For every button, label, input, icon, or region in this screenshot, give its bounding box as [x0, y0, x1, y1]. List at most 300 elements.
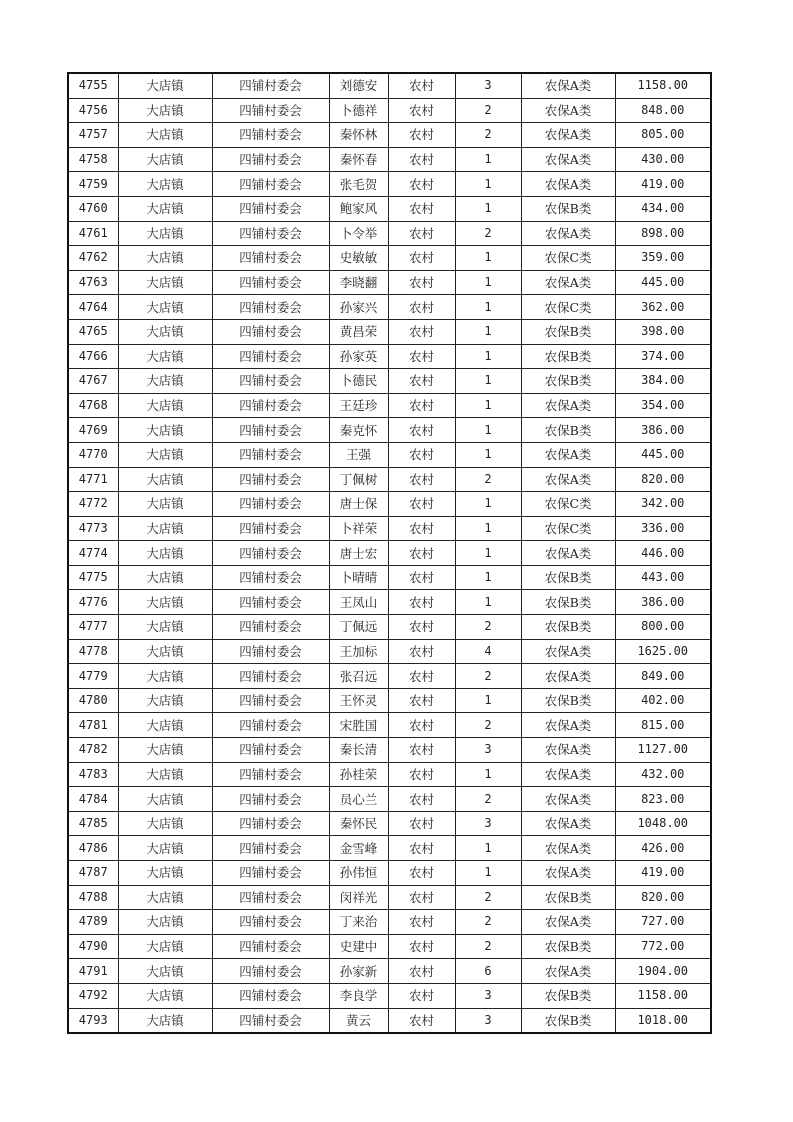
cell-members: 1	[455, 319, 521, 344]
cell-town: 大店镇	[118, 172, 212, 197]
cell-type: 农村	[388, 738, 455, 763]
table-row	[68, 295, 711, 320]
cell-type: 农村	[388, 787, 455, 812]
cell-town: 大店镇	[118, 418, 212, 443]
cell-type: 农村	[388, 934, 455, 959]
table-row	[68, 270, 711, 295]
cell-name: 王加标	[329, 639, 388, 664]
cell-category: 农保C类	[521, 492, 615, 517]
cell-town: 大店镇	[118, 959, 212, 984]
cell-name: 卜德祥	[329, 98, 388, 123]
cell-members: 1	[455, 492, 521, 517]
cell-members: 2	[455, 467, 521, 492]
cell-id: 4766	[68, 344, 118, 369]
cell-category: 农保A类	[521, 541, 615, 566]
cell-village: 四铺村委会	[212, 590, 329, 615]
cell-id: 4761	[68, 221, 118, 246]
cell-id: 4768	[68, 393, 118, 418]
table-row	[68, 541, 711, 566]
cell-town: 大店镇	[118, 861, 212, 886]
cell-amount: 445.00	[615, 442, 711, 467]
cell-amount: 443.00	[615, 565, 711, 590]
cell-village: 四铺村委会	[212, 934, 329, 959]
cell-category: 农保A类	[521, 910, 615, 935]
cell-name: 张召远	[329, 664, 388, 689]
cell-village: 四铺村委会	[212, 738, 329, 763]
cell-name: 孙伟恒	[329, 861, 388, 886]
cell-category: 农保B类	[521, 934, 615, 959]
cell-category: 农保A类	[521, 147, 615, 172]
cell-type: 农村	[388, 467, 455, 492]
cell-amount: 445.00	[615, 270, 711, 295]
cell-members: 3	[455, 811, 521, 836]
cell-id: 4787	[68, 861, 118, 886]
cell-members: 2	[455, 615, 521, 640]
cell-category: 农保A类	[521, 664, 615, 689]
cell-type: 农村	[388, 221, 455, 246]
table-row	[68, 319, 711, 344]
table-row	[68, 196, 711, 221]
cell-village: 四铺村委会	[212, 369, 329, 394]
cell-town: 大店镇	[118, 713, 212, 738]
table-row	[68, 1008, 711, 1033]
cell-type: 农村	[388, 295, 455, 320]
cell-name: 史建中	[329, 934, 388, 959]
cell-amount: 849.00	[615, 664, 711, 689]
table-row	[68, 467, 711, 492]
cell-town: 大店镇	[118, 983, 212, 1008]
cell-village: 四铺村委会	[212, 885, 329, 910]
cell-id: 4779	[68, 664, 118, 689]
cell-members: 2	[455, 885, 521, 910]
cell-type: 农村	[388, 713, 455, 738]
cell-id: 4785	[68, 811, 118, 836]
table-row	[68, 98, 711, 123]
cell-village: 四铺村委会	[212, 344, 329, 369]
cell-name: 王强	[329, 442, 388, 467]
cell-type: 农村	[388, 762, 455, 787]
cell-members: 1	[455, 861, 521, 886]
cell-category: 农保B类	[521, 196, 615, 221]
cell-members: 1	[455, 590, 521, 615]
cell-members: 2	[455, 123, 521, 148]
cell-id: 4772	[68, 492, 118, 517]
cell-amount: 1127.00	[615, 738, 711, 763]
cell-town: 大店镇	[118, 590, 212, 615]
cell-town: 大店镇	[118, 319, 212, 344]
cell-amount: 1018.00	[615, 1008, 711, 1033]
cell-name: 孙家新	[329, 959, 388, 984]
table-row	[68, 565, 711, 590]
cell-amount: 354.00	[615, 393, 711, 418]
cell-name: 史敏敏	[329, 246, 388, 271]
cell-id: 4775	[68, 565, 118, 590]
cell-id: 4780	[68, 688, 118, 713]
cell-members: 2	[455, 221, 521, 246]
cell-town: 大店镇	[118, 147, 212, 172]
cell-name: 秦怀林	[329, 123, 388, 148]
cell-members: 1	[455, 270, 521, 295]
cell-category: 农保A类	[521, 738, 615, 763]
cell-members: 1	[455, 541, 521, 566]
cell-name: 秦怀民	[329, 811, 388, 836]
cell-category: 农保A类	[521, 123, 615, 148]
cell-type: 农村	[388, 565, 455, 590]
cell-id: 4784	[68, 787, 118, 812]
cell-name: 刘德安	[329, 73, 388, 98]
table-row	[68, 861, 711, 886]
cell-members: 1	[455, 369, 521, 394]
cell-name: 黄昌荣	[329, 319, 388, 344]
cell-members: 1	[455, 418, 521, 443]
cell-village: 四铺村委会	[212, 983, 329, 1008]
table-body	[68, 73, 711, 1033]
cell-amount: 359.00	[615, 246, 711, 271]
cell-type: 农村	[388, 344, 455, 369]
cell-type: 农村	[388, 73, 455, 98]
cell-id: 4782	[68, 738, 118, 763]
cell-category: 农保B类	[521, 344, 615, 369]
cell-name: 丁来治	[329, 910, 388, 935]
cell-category: 农保A类	[521, 811, 615, 836]
cell-name: 孙桂荣	[329, 762, 388, 787]
cell-village: 四铺村委会	[212, 664, 329, 689]
cell-town: 大店镇	[118, 467, 212, 492]
table-row	[68, 221, 711, 246]
cell-type: 农村	[388, 1008, 455, 1033]
cell-members: 1	[455, 172, 521, 197]
cell-village: 四铺村委会	[212, 319, 329, 344]
cell-id: 4770	[68, 442, 118, 467]
cell-category: 农保A类	[521, 172, 615, 197]
cell-village: 四铺村委会	[212, 639, 329, 664]
cell-type: 农村	[388, 590, 455, 615]
cell-category: 农保C类	[521, 246, 615, 271]
cell-members: 1	[455, 295, 521, 320]
cell-village: 四铺村委会	[212, 688, 329, 713]
cell-village: 四铺村委会	[212, 246, 329, 271]
table-row	[68, 934, 711, 959]
cell-type: 农村	[388, 172, 455, 197]
cell-name: 王凤山	[329, 590, 388, 615]
cell-type: 农村	[388, 393, 455, 418]
table-row	[68, 246, 711, 271]
cell-village: 四铺村委会	[212, 172, 329, 197]
cell-town: 大店镇	[118, 492, 212, 517]
cell-category: 农保A类	[521, 98, 615, 123]
cell-members: 1	[455, 344, 521, 369]
cell-village: 四铺村委会	[212, 270, 329, 295]
cell-id: 4778	[68, 639, 118, 664]
table-row	[68, 787, 711, 812]
cell-village: 四铺村委会	[212, 295, 329, 320]
cell-category: 农保A类	[521, 467, 615, 492]
cell-category: 农保A类	[521, 787, 615, 812]
cell-id: 4759	[68, 172, 118, 197]
table-row	[68, 492, 711, 517]
cell-village: 四铺村委会	[212, 516, 329, 541]
cell-type: 农村	[388, 836, 455, 861]
cell-category: 农保A类	[521, 639, 615, 664]
table-row	[68, 910, 711, 935]
cell-type: 农村	[388, 270, 455, 295]
cell-id: 4783	[68, 762, 118, 787]
cell-village: 四铺村委会	[212, 393, 329, 418]
cell-town: 大店镇	[118, 393, 212, 418]
cell-members: 1	[455, 762, 521, 787]
cell-category: 农保A类	[521, 73, 615, 98]
table-row	[68, 664, 711, 689]
cell-id: 4757	[68, 123, 118, 148]
cell-name: 宋胜国	[329, 713, 388, 738]
table-row	[68, 713, 711, 738]
cell-members: 3	[455, 73, 521, 98]
cell-members: 3	[455, 738, 521, 763]
cell-type: 农村	[388, 885, 455, 910]
table-row	[68, 147, 711, 172]
cell-town: 大店镇	[118, 541, 212, 566]
cell-town: 大店镇	[118, 565, 212, 590]
cell-type: 农村	[388, 541, 455, 566]
cell-category: 农保A类	[521, 713, 615, 738]
cell-members: 1	[455, 196, 521, 221]
table-row	[68, 811, 711, 836]
cell-id: 4756	[68, 98, 118, 123]
cell-village: 四铺村委会	[212, 492, 329, 517]
cell-village: 四铺村委会	[212, 910, 329, 935]
cell-id: 4792	[68, 983, 118, 1008]
cell-name: 卜令举	[329, 221, 388, 246]
cell-category: 农保C类	[521, 295, 615, 320]
cell-type: 农村	[388, 516, 455, 541]
cell-members: 1	[455, 836, 521, 861]
beneficiary-table	[67, 72, 712, 1034]
table-row	[68, 369, 711, 394]
cell-members: 2	[455, 713, 521, 738]
cell-id: 4755	[68, 73, 118, 98]
cell-id: 4777	[68, 615, 118, 640]
cell-amount: 727.00	[615, 910, 711, 935]
cell-village: 四铺村委会	[212, 418, 329, 443]
cell-name: 员心兰	[329, 787, 388, 812]
cell-amount: 386.00	[615, 418, 711, 443]
cell-name: 丁佩树	[329, 467, 388, 492]
cell-id: 4764	[68, 295, 118, 320]
cell-id: 4760	[68, 196, 118, 221]
cell-type: 农村	[388, 98, 455, 123]
cell-amount: 402.00	[615, 688, 711, 713]
cell-town: 大店镇	[118, 664, 212, 689]
cell-town: 大店镇	[118, 639, 212, 664]
cell-village: 四铺村委会	[212, 73, 329, 98]
table-row	[68, 73, 711, 98]
cell-members: 1	[455, 565, 521, 590]
cell-type: 农村	[388, 147, 455, 172]
cell-town: 大店镇	[118, 98, 212, 123]
cell-id: 4781	[68, 713, 118, 738]
cell-members: 4	[455, 639, 521, 664]
cell-members: 1	[455, 393, 521, 418]
cell-name: 闵祥光	[329, 885, 388, 910]
cell-category: 农保B类	[521, 418, 615, 443]
cell-village: 四铺村委会	[212, 762, 329, 787]
cell-type: 农村	[388, 196, 455, 221]
cell-town: 大店镇	[118, 688, 212, 713]
cell-id: 4788	[68, 885, 118, 910]
cell-amount: 432.00	[615, 762, 711, 787]
cell-village: 四铺村委会	[212, 787, 329, 812]
cell-members: 1	[455, 442, 521, 467]
cell-type: 农村	[388, 615, 455, 640]
cell-type: 农村	[388, 492, 455, 517]
cell-town: 大店镇	[118, 738, 212, 763]
cell-type: 农村	[388, 910, 455, 935]
cell-amount: 820.00	[615, 885, 711, 910]
cell-category: 农保A类	[521, 959, 615, 984]
cell-amount: 815.00	[615, 713, 711, 738]
table-row	[68, 983, 711, 1008]
cell-town: 大店镇	[118, 836, 212, 861]
cell-id: 4771	[68, 467, 118, 492]
cell-id: 4789	[68, 910, 118, 935]
table-row	[68, 172, 711, 197]
cell-amount: 820.00	[615, 467, 711, 492]
table-row	[68, 516, 711, 541]
cell-village: 四铺村委会	[212, 98, 329, 123]
cell-category: 农保B类	[521, 688, 615, 713]
cell-members: 3	[455, 983, 521, 1008]
cell-amount: 848.00	[615, 98, 711, 123]
cell-village: 四铺村委会	[212, 467, 329, 492]
cell-id: 4793	[68, 1008, 118, 1033]
cell-type: 农村	[388, 959, 455, 984]
cell-amount: 1625.00	[615, 639, 711, 664]
cell-category: 农保B类	[521, 983, 615, 1008]
cell-category: 农保A类	[521, 270, 615, 295]
cell-amount: 336.00	[615, 516, 711, 541]
cell-type: 农村	[388, 369, 455, 394]
table-row	[68, 738, 711, 763]
cell-type: 农村	[388, 442, 455, 467]
cell-type: 农村	[388, 861, 455, 886]
cell-village: 四铺村委会	[212, 1008, 329, 1033]
cell-town: 大店镇	[118, 442, 212, 467]
cell-members: 1	[455, 246, 521, 271]
cell-id: 4776	[68, 590, 118, 615]
cell-members: 1	[455, 147, 521, 172]
cell-town: 大店镇	[118, 369, 212, 394]
cell-name: 孙家兴	[329, 295, 388, 320]
cell-id: 4762	[68, 246, 118, 271]
cell-village: 四铺村委会	[212, 123, 329, 148]
cell-amount: 419.00	[615, 861, 711, 886]
cell-village: 四铺村委会	[212, 615, 329, 640]
cell-village: 四铺村委会	[212, 565, 329, 590]
table-row	[68, 639, 711, 664]
cell-amount: 374.00	[615, 344, 711, 369]
cell-name: 秦长清	[329, 738, 388, 763]
cell-town: 大店镇	[118, 615, 212, 640]
cell-name: 孙家英	[329, 344, 388, 369]
cell-type: 农村	[388, 123, 455, 148]
cell-category: 农保B类	[521, 885, 615, 910]
table-row	[68, 615, 711, 640]
cell-id: 4791	[68, 959, 118, 984]
cell-village: 四铺村委会	[212, 959, 329, 984]
table-row	[68, 393, 711, 418]
cell-village: 四铺村委会	[212, 811, 329, 836]
cell-category: 农保B类	[521, 1008, 615, 1033]
cell-category: 农保B类	[521, 615, 615, 640]
cell-members: 2	[455, 98, 521, 123]
cell-id: 4763	[68, 270, 118, 295]
cell-type: 农村	[388, 688, 455, 713]
cell-name: 卜德民	[329, 369, 388, 394]
cell-village: 四铺村委会	[212, 442, 329, 467]
cell-members: 3	[455, 1008, 521, 1033]
cell-town: 大店镇	[118, 196, 212, 221]
cell-village: 四铺村委会	[212, 713, 329, 738]
table-row	[68, 590, 711, 615]
cell-amount: 430.00	[615, 147, 711, 172]
cell-village: 四铺村委会	[212, 147, 329, 172]
cell-town: 大店镇	[118, 295, 212, 320]
cell-amount: 800.00	[615, 615, 711, 640]
cell-id: 4774	[68, 541, 118, 566]
cell-name: 卜祥荣	[329, 516, 388, 541]
cell-id: 4758	[68, 147, 118, 172]
cell-type: 农村	[388, 418, 455, 443]
cell-category: 农保A类	[521, 442, 615, 467]
cell-name: 秦怀春	[329, 147, 388, 172]
table-row	[68, 418, 711, 443]
cell-id: 4786	[68, 836, 118, 861]
cell-amount: 805.00	[615, 123, 711, 148]
cell-id: 4769	[68, 418, 118, 443]
cell-category: 农保B类	[521, 565, 615, 590]
cell-category: 农保A类	[521, 762, 615, 787]
cell-town: 大店镇	[118, 934, 212, 959]
table-row	[68, 442, 711, 467]
table-row	[68, 688, 711, 713]
cell-name: 秦克怀	[329, 418, 388, 443]
table-row	[68, 836, 711, 861]
cell-town: 大店镇	[118, 1008, 212, 1033]
cell-id: 4773	[68, 516, 118, 541]
cell-amount: 398.00	[615, 319, 711, 344]
cell-amount: 426.00	[615, 836, 711, 861]
cell-name: 唐士保	[329, 492, 388, 517]
cell-town: 大店镇	[118, 787, 212, 812]
cell-amount: 823.00	[615, 787, 711, 812]
cell-type: 农村	[388, 246, 455, 271]
cell-town: 大店镇	[118, 246, 212, 271]
cell-members: 2	[455, 664, 521, 689]
cell-type: 农村	[388, 639, 455, 664]
cell-members: 2	[455, 934, 521, 959]
cell-town: 大店镇	[118, 123, 212, 148]
cell-category: 农保A类	[521, 393, 615, 418]
cell-type: 农村	[388, 664, 455, 689]
cell-name: 李晓翻	[329, 270, 388, 295]
cell-amount: 342.00	[615, 492, 711, 517]
cell-name: 金雪峰	[329, 836, 388, 861]
cell-name: 张毛贺	[329, 172, 388, 197]
table-row	[68, 762, 711, 787]
cell-town: 大店镇	[118, 270, 212, 295]
cell-members: 2	[455, 910, 521, 935]
cell-members: 1	[455, 688, 521, 713]
